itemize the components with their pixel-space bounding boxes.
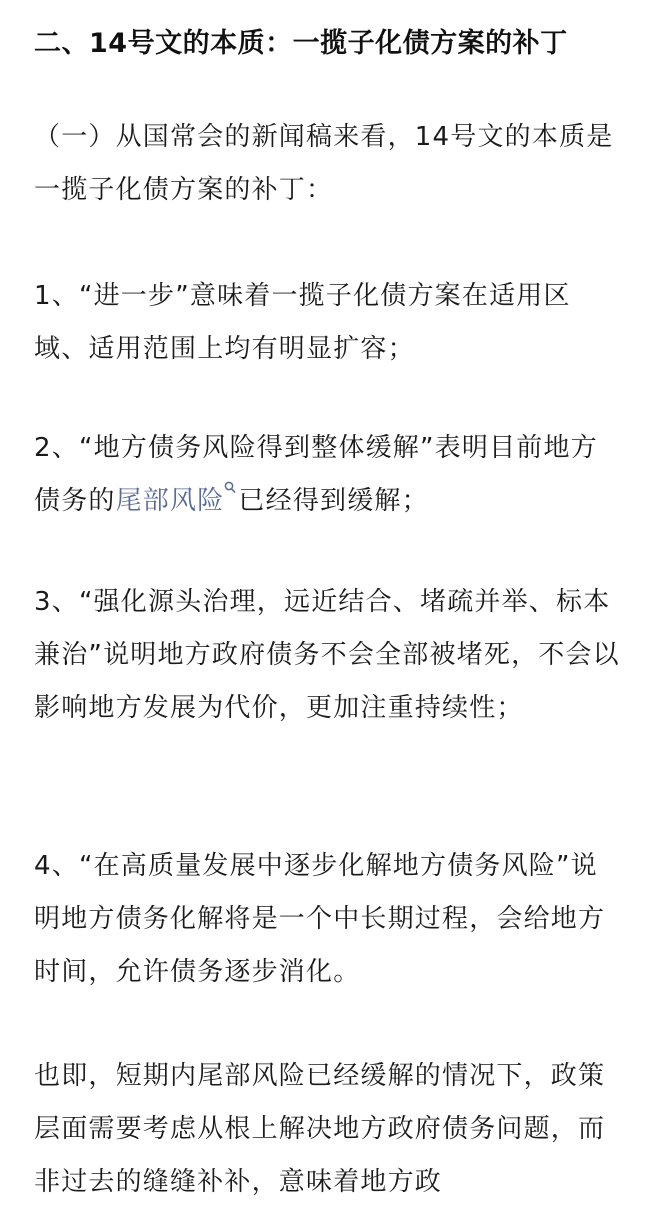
search-icon[interactable] [224,481,236,499]
point-2-paragraph [34,422,624,528]
closing-paragraph: 也即，短期内尾部风险已经缓解的情况下，政策层面需要考虑从根上解决地方政府债务问题，而非过去的缝缝补补，意味着地方政 [34,1061,606,1197]
point-3-paragraph: 3、“强化源头治理，远近结合、堵疏并举、标本兼治”说明地方政府债务不会全部被堵死，不会以影响地方发展为代价，更加注重持续性； [34,587,620,723]
tail-risk-link[interactable]: 尾部风险 [115,486,225,516]
point-2-text-before: 2、“地方债务风险得到整体缓解”表明目前地方债务的 [34,433,598,516]
section-heading: 二、14号文的本质：一揽子化债方案的补丁 [34,28,568,59]
point-1-paragraph: 1、“进一步”意味着一揽子化债方案在适用区域、适用范围上均有明显扩容； [34,281,571,364]
point-2-text-after: 已经得到缓解； [238,486,429,516]
intro-paragraph: （一）从国常会的新闻稿来看，14号文的本质是一揽子化债方案的补丁： [34,122,614,205]
point-4-paragraph: 4、“在高质量发展中逐步化解地方债务风险”说明地方债务化解将是一个中长期过程，会给地方时间，允许债务逐步消化。 [34,851,606,987]
